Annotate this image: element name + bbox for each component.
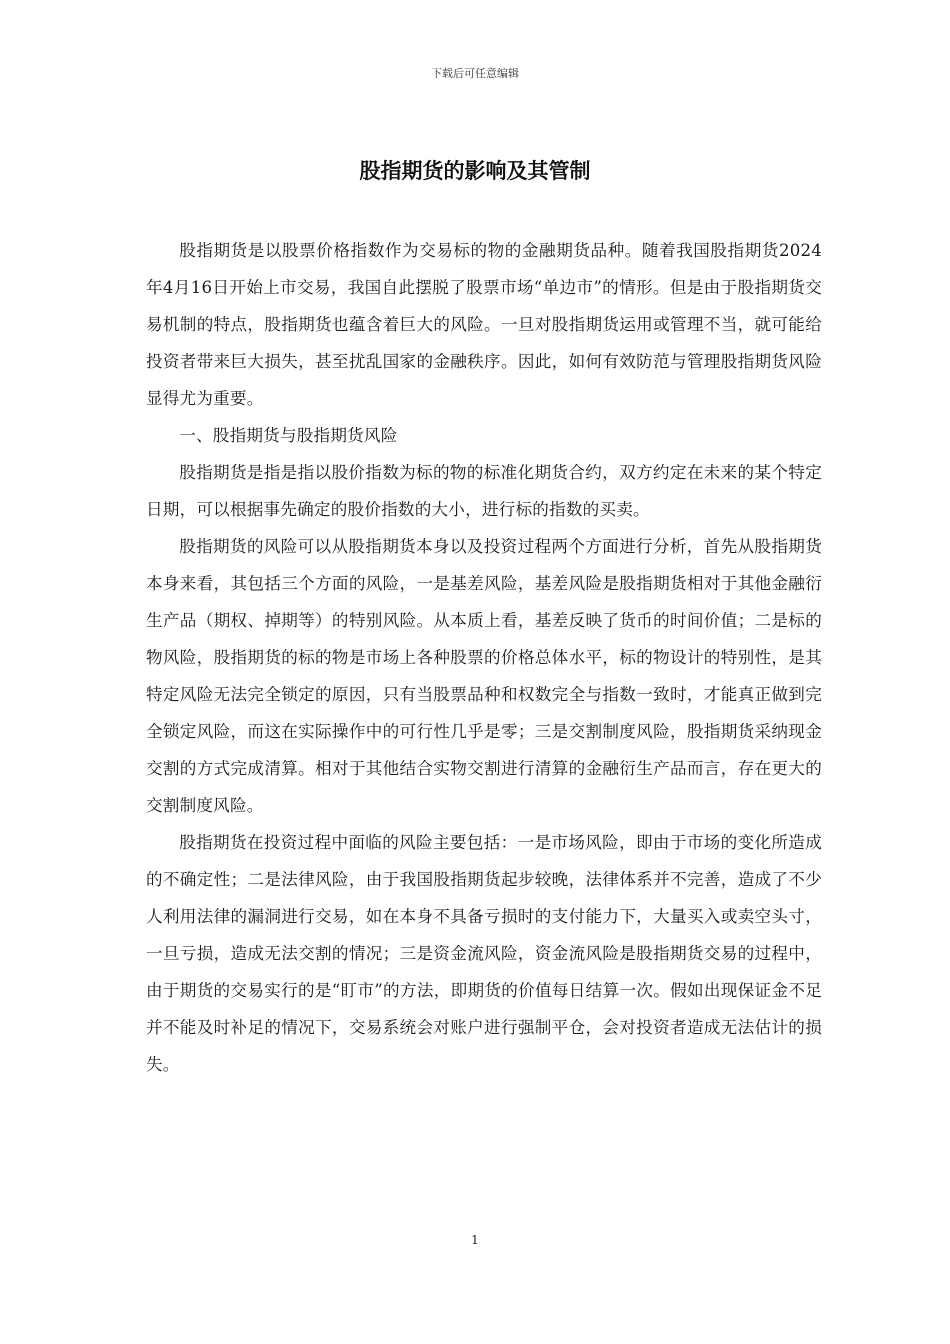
document-body (146, 232, 822, 1083)
page-header: 下载后可任意编辑 (431, 67, 519, 80)
page-number: 1 (471, 1233, 479, 1247)
paragraph-intro: 股指期货是以股票价格指数作为交易标的物的金融期货品种。随着我国股指期货2024年4月16日开始上市交易，我国自此摆脱了股票市场“单边市”的情形。但是由于股指期货交易机制的特点，股指期货也蕴含着巨大的风险。一旦对股指期货运用或管理不当，就可能给投资者带来巨大损失，甚至扰乱国家的金融秩序。因此，如何有效防范与管理股指期货风险显得尤为重要。 (146, 241, 822, 408)
document-title: 股指期货的影响及其管制 (359, 158, 591, 183)
paragraph-risk-types: 股指期货的风险可以从股指期货本身以及投资过程两个方面进行分析，首先从股指期货本身来看，其包括三个方面的风险，一是基差风险，基差风险是股指期货相对于其他金融衍生产品（期权、掉期等）的特别风险。从本质上看，基差反映了货币的时间价值；二是标的物风险，股指期货的标的物是市场上各种股票的价格总体水平，标的物设计的特别性，是其特定风险无法完全锁定的原因，只有当股票品种和权数完全与指数一致时，才能真正做到完全锁定风险，而这在实际操作中的可行性几乎是零；三是交割制度风险，股指期货采纳现金交割的方式完成清算。相对于其他结合实物交割进行清算的金融衍生产品而言，存在更大的交割制度风险。 (146, 537, 822, 815)
paragraph-definition: 股指期货是指是指以股价指数为标的物的标准化期货合约，双方约定在未来的某个特定日期，可以根据事先确定的股价指数的大小，进行标的指数的买卖。 (146, 463, 822, 519)
section-heading-1: 一、股指期货与股指期货风险 (179, 426, 398, 445)
paragraph-investment-risks: 股指期货在投资过程中面临的风险主要包括：一是市场风险，即由于市场的变化所造成的不确定性；二是法律风险，由于我国股指期货起步较晚，法律体系并不完善，造成了不少人利用法律的漏洞进行交易，如在本身不具备亏损时的支付能力下，大量买入或卖空头寸，一旦亏损，造成无法交割的情况；三是资金流风险，资金流风险是股指期货交易的过程中，由于期货的交易实行的是“盯市”的方法，即期货的价值每日结算一次。假如出现保证金不足并不能及时补足的情况下，交易系统会对账户进行强制平仓，会对投资者造成无法估计的损失。 (146, 833, 822, 1074)
